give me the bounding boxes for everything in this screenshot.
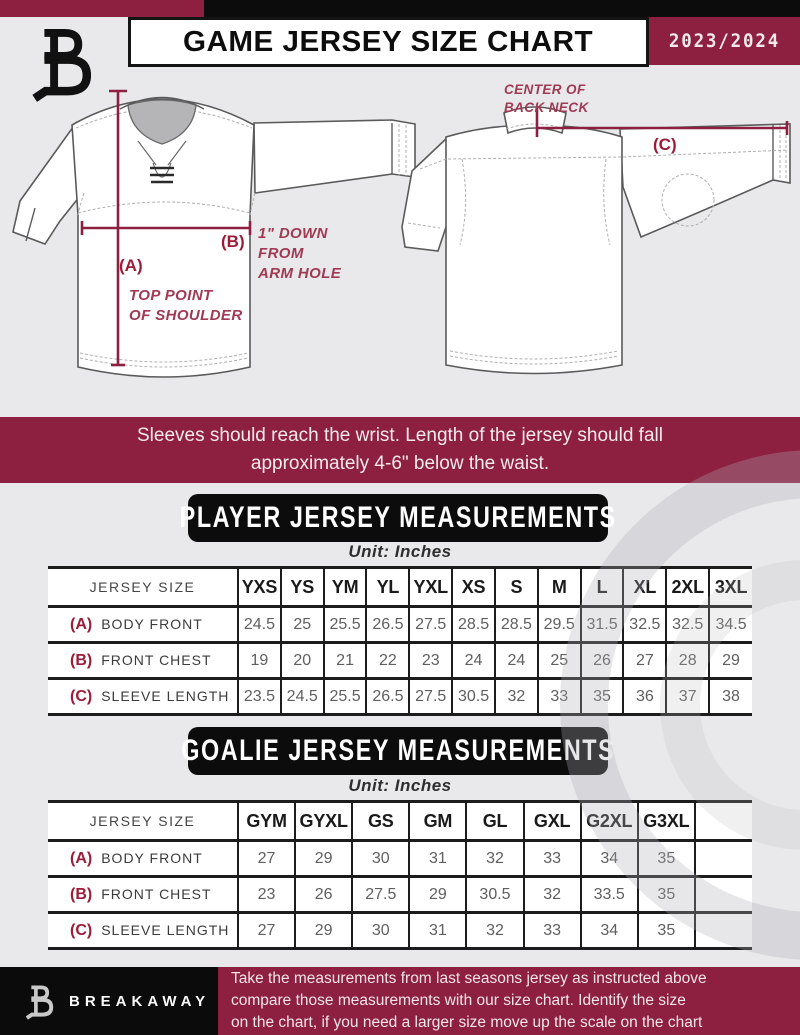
measurement-value-cell: 37 xyxy=(666,679,709,715)
measurement-value-cell: 19 xyxy=(238,643,281,679)
player-section-title-box xyxy=(179,494,617,542)
size-column-header: 2XL xyxy=(666,568,709,607)
measurement-label-cell xyxy=(48,877,238,913)
measurement-value-cell: 26 xyxy=(581,643,624,679)
measurement-value-cell: 32.5 xyxy=(623,607,666,643)
measurement-value-cell: 28.5 xyxy=(495,607,538,643)
table-row xyxy=(48,643,752,679)
measurement-value-cell: 31 xyxy=(409,841,466,877)
measure-b-key: (B) xyxy=(221,232,245,251)
measurement-name: SLEEVE LENGTH xyxy=(101,921,230,938)
size-column-header: M xyxy=(538,568,581,607)
size-column-header xyxy=(695,802,752,841)
footer-brand-panel xyxy=(0,967,218,1035)
measurement-value-cell: 30.5 xyxy=(466,877,523,913)
measurement-key: (A) xyxy=(70,615,93,633)
measurement-value-cell xyxy=(695,841,752,877)
player-unit-label: Unit: Inches xyxy=(348,542,452,561)
jersey-size-header: JERSEY SIZE xyxy=(48,568,238,607)
size-column-header: S xyxy=(495,568,538,607)
measurement-value-cell: 29 xyxy=(709,643,752,679)
measurement-name: FRONT CHEST xyxy=(101,651,212,668)
fit-note-line1: Sleeves should reach the wrist. Length of the jersey should fall xyxy=(137,424,663,446)
footer-line1: Take the measurements from last seasons jersey as instructed above xyxy=(231,970,707,987)
measurement-value-cell: 27 xyxy=(238,841,295,877)
measurement-label-cell xyxy=(48,643,238,679)
goalie-section-title-box xyxy=(180,727,616,775)
table-row xyxy=(48,841,752,877)
measurement-key: (C) xyxy=(70,921,93,939)
size-column-header: 3XL xyxy=(709,568,752,607)
size-column-header: L xyxy=(581,568,624,607)
table-row xyxy=(48,877,752,913)
measurement-value-cell: 25 xyxy=(538,643,581,679)
footer-line3: on the chart, if you need a larger size move up the scale on the chart xyxy=(231,1014,703,1031)
measurement-value-cell: 29 xyxy=(295,913,352,949)
top-bar-black xyxy=(204,0,800,17)
measurement-name: BODY FRONT xyxy=(101,615,203,632)
measurement-value-cell: 21 xyxy=(324,643,367,679)
measurement-value-cell: 33 xyxy=(524,841,581,877)
table-row xyxy=(48,607,752,643)
measurement-value-cell: 35 xyxy=(638,913,695,949)
size-column-header: YXS xyxy=(238,568,281,607)
breakaway-monogram-footer xyxy=(24,981,58,1021)
brand-name: BREAKAWAY xyxy=(69,992,211,1010)
measurement-value-cell: 28.5 xyxy=(452,607,495,643)
size-column-header: G2XL xyxy=(581,802,638,841)
measurement-value-cell: 23.5 xyxy=(238,679,281,715)
measurement-key: (B) xyxy=(70,651,93,669)
measurement-value-cell: 27.5 xyxy=(409,607,452,643)
page-title-box xyxy=(128,17,649,67)
measurement-value-cell: 32 xyxy=(466,913,523,949)
measurement-value-cell: 32 xyxy=(495,679,538,715)
measure-a-key: (A) xyxy=(119,256,143,275)
measurement-key: (C) xyxy=(70,687,93,705)
measurement-name: FRONT CHEST xyxy=(101,885,212,902)
page-title: GAME JERSEY SIZE CHART xyxy=(183,25,594,58)
size-column-header: YM xyxy=(324,568,367,607)
measurement-value-cell: 35 xyxy=(638,841,695,877)
table-row xyxy=(48,913,752,949)
goalie-unit-label: Unit: Inches xyxy=(348,776,452,795)
size-column-header: YS xyxy=(281,568,324,607)
player-size-table xyxy=(48,566,752,716)
size-column-header: XS xyxy=(452,568,495,607)
footer-instructions xyxy=(218,967,800,1035)
measurement-value-cell: 34 xyxy=(581,913,638,949)
measurement-value-cell: 32.5 xyxy=(666,607,709,643)
measurement-value-cell: 27 xyxy=(238,913,295,949)
measurement-value-cell: 24.5 xyxy=(281,679,324,715)
measurement-value-cell: 33.5 xyxy=(581,877,638,913)
measurement-value-cell: 33 xyxy=(524,913,581,949)
measurement-value-cell: 20 xyxy=(281,643,324,679)
size-column-header: YXL xyxy=(409,568,452,607)
measurement-label-cell xyxy=(48,679,238,715)
measurement-value-cell: 24.5 xyxy=(238,607,281,643)
size-column-header: GYXL xyxy=(295,802,352,841)
measurement-value-cell: 23 xyxy=(409,643,452,679)
size-column-header: GYM xyxy=(238,802,295,841)
measurement-value-cell: 34 xyxy=(581,841,638,877)
footer-line2: compare those measurements with our size chart. Identify the size xyxy=(231,992,686,1009)
size-column-header: XL xyxy=(623,568,666,607)
measurement-value-cell: 34.5 xyxy=(709,607,752,643)
measurement-value-cell: 30 xyxy=(352,841,409,877)
measurement-value-cell: 25.5 xyxy=(324,679,367,715)
jersey-size-header: JERSEY SIZE xyxy=(48,802,238,841)
measurement-label-cell xyxy=(48,607,238,643)
goalie-size-table xyxy=(48,800,752,950)
measure-b-label: 1" DOWN FROM ARM HOLE xyxy=(258,225,342,282)
measure-c-origin-label: CENTER OF BACK NECK xyxy=(504,82,589,115)
measurement-value-cell: 23 xyxy=(238,877,295,913)
measurement-name: BODY FRONT xyxy=(101,849,203,866)
size-column-header: YL xyxy=(366,568,409,607)
measurement-value-cell: 29 xyxy=(295,841,352,877)
measurement-value-cell: 30.5 xyxy=(452,679,495,715)
measurement-value-cell: 33 xyxy=(538,679,581,715)
measurement-key: (A) xyxy=(70,849,93,867)
season-badge xyxy=(649,17,800,65)
measurement-value-cell: 24 xyxy=(452,643,495,679)
measurement-value-cell: 29.5 xyxy=(538,607,581,643)
measurement-value-cell: 29 xyxy=(409,877,466,913)
table-row xyxy=(48,679,752,715)
measurement-value-cell: 27 xyxy=(623,643,666,679)
size-column-header: GS xyxy=(352,802,409,841)
measurement-value-cell: 26.5 xyxy=(366,679,409,715)
jersey-diagram-art xyxy=(0,65,800,417)
measurement-value-cell: 22 xyxy=(366,643,409,679)
measurement-key: (B) xyxy=(70,885,93,903)
size-column-header: GM xyxy=(409,802,466,841)
measurement-value-cell: 26.5 xyxy=(366,607,409,643)
measurement-value-cell: 25 xyxy=(281,607,324,643)
fit-note-banner xyxy=(0,417,800,483)
jersey-diagrams xyxy=(0,65,800,417)
measurement-value-cell xyxy=(695,913,752,949)
measurement-value-cell: 27.5 xyxy=(409,679,452,715)
measurement-name: SLEEVE LENGTH xyxy=(101,687,230,704)
measurement-value-cell: 36 xyxy=(623,679,666,715)
measurement-value-cell: 25.5 xyxy=(324,607,367,643)
size-column-header: GXL xyxy=(524,802,581,841)
top-bar-maroon xyxy=(0,0,204,17)
measurement-value-cell: 32 xyxy=(524,877,581,913)
measurement-value-cell: 26 xyxy=(295,877,352,913)
measurement-value-cell: 24 xyxy=(495,643,538,679)
measurement-value-cell: 32 xyxy=(466,841,523,877)
measurement-value-cell: 38 xyxy=(709,679,752,715)
player-section-title: PLAYER JERSEY MEASUREMENTS xyxy=(179,501,617,534)
measurement-label-cell xyxy=(48,841,238,877)
measure-a-label: TOP POINT OF SHOULDER xyxy=(129,287,243,324)
size-column-header: G3XL xyxy=(638,802,695,841)
measurement-label-cell xyxy=(48,913,238,949)
measurement-value-cell: 28 xyxy=(666,643,709,679)
measurement-value-cell: 27.5 xyxy=(352,877,409,913)
fit-note-line2: approximately 4-6" below the waist. xyxy=(250,453,550,474)
measurement-value-cell: 35 xyxy=(581,679,624,715)
measure-c-key: (C) xyxy=(653,135,677,154)
measurement-value-cell: 31 xyxy=(409,913,466,949)
goalie-section-title: GOALIE JERSEY MEASUREMENTS xyxy=(180,734,616,767)
size-column-header: GL xyxy=(466,802,523,841)
measurement-value-cell: 31.5 xyxy=(581,607,624,643)
season-label: 2023/2024 xyxy=(668,30,781,52)
measurement-value-cell: 30 xyxy=(352,913,409,949)
measurement-value-cell xyxy=(695,877,752,913)
measurement-value-cell: 35 xyxy=(638,877,695,913)
